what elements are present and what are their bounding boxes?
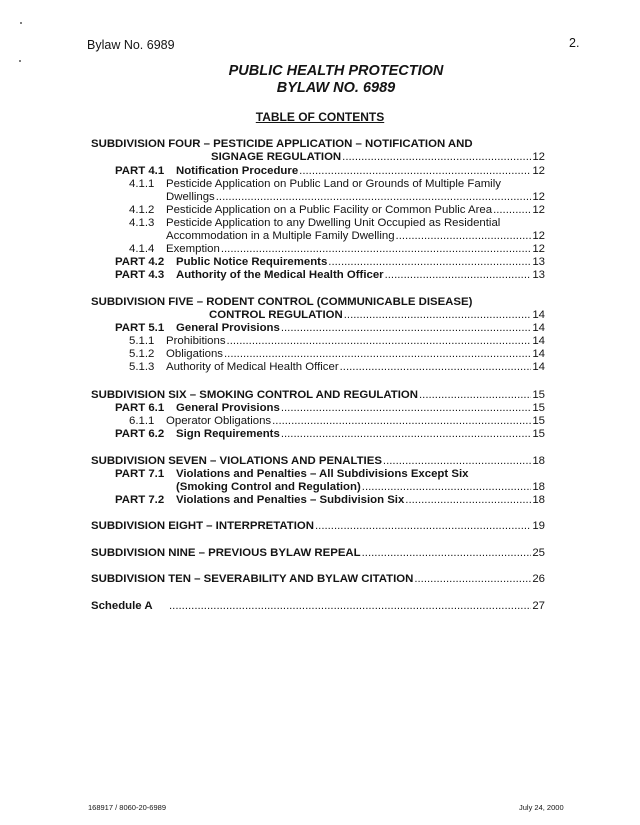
toc-entry-part-7-2[interactable]: PART 7.2 Violations and Penalties – Subdivision Six ..... 18 bbox=[115, 494, 545, 507]
footer-date: July 24, 2000 bbox=[519, 803, 564, 812]
toc-entry-5-1-2[interactable]: 5.1.2 Obligations ..... 14 bbox=[129, 348, 545, 361]
toc-sub4-title-line1: SUBDIVISION FOUR – PESTICIDE APPLICATION – NOTIFICATION AND bbox=[91, 138, 473, 150]
toc-entry-part-7-1[interactable]: (Smoking Control and Regulation) ..... 18 bbox=[176, 481, 545, 494]
toc-entry-sub8[interactable]: SUBDIVISION EIGHT – INTERPRETATION ..... 19 bbox=[91, 520, 545, 533]
bylaw-number-header: Bylaw No. 6989 bbox=[87, 38, 175, 52]
toc-entry-4-1-1[interactable]: Dwellings ..... 12 bbox=[166, 191, 545, 204]
toc-entry-part-4-2[interactable]: PART 4.2 Public Notice Requirements ..... 13 bbox=[115, 256, 545, 269]
toc-sub5-title-line1: SUBDIVISION FIVE – RODENT CONTROL (COMMUNICABLE DISEASE) bbox=[91, 296, 473, 308]
toc-entry-5-1-1[interactable]: 5.1.1 Prohibitions ..... 14 bbox=[129, 335, 545, 348]
toc-section-4-1-1-line1: 4.1.1 Pesticide Application on Public Land or Grounds of Multiple Family bbox=[129, 178, 501, 190]
toc-entry-4-1-2[interactable]: 4.1.2 Pesticide Application on a Public Facility or Common Public Area ..... 12 bbox=[129, 204, 545, 217]
toc-entry-5-1-3[interactable]: 5.1.3 Authority of Medical Health Officer ..... 14 bbox=[129, 361, 545, 374]
footer-document-reference: 168917 / 8060-20-6989 bbox=[88, 803, 166, 812]
toc-section-4-1-3-line1: 4.1.3 Pesticide Application to any Dwelling Unit Occupied as Residential bbox=[129, 217, 501, 229]
scan-speck bbox=[19, 60, 21, 62]
toc-entry-sub6[interactable]: SUBDIVISION SIX – SMOKING CONTROL AND REGULATION ..... 15 bbox=[91, 389, 545, 402]
toc-entry-4-1-4[interactable]: 4.1.4 Exemption ..... 12 bbox=[129, 243, 545, 256]
document-title-line1: PUBLIC HEALTH PROTECTION bbox=[228, 63, 444, 79]
document-title-line2: BYLAW NO. 6989 bbox=[276, 80, 396, 96]
toc-entry-sub10[interactable]: SUBDIVISION TEN – SEVERABILITY AND BYLAW CITATION ..... 26 bbox=[91, 573, 545, 586]
toc-entry-sub5[interactable]: CONTROL REGULATION ..... 14 bbox=[209, 309, 545, 322]
toc-entry-sub4[interactable]: SIGNAGE REGULATION ..... 12 bbox=[211, 151, 545, 164]
page-number: 2. bbox=[569, 36, 580, 50]
toc-entry-schedule-a[interactable]: Schedule A ..... 27 bbox=[91, 600, 545, 613]
toc-part-7-1-line1: PART 7.1 Violations and Penalties – All Subdivisions Except Six bbox=[115, 468, 469, 480]
scan-speck bbox=[20, 22, 22, 24]
toc-entry-part-4-3[interactable]: PART 4.3 Authority of the Medical Health Officer ..... 13 bbox=[115, 269, 545, 282]
toc-heading: TABLE OF CONTENTS bbox=[255, 110, 385, 124]
toc-entry-part-6-1[interactable]: PART 6.1 General Provisions ..... 15 bbox=[115, 402, 545, 415]
toc-entry-6-1-1[interactable]: 6.1.1 Operator Obligations ..... 15 bbox=[129, 415, 545, 428]
toc-entry-4-1-3[interactable]: Accommodation in a Multiple Family Dwelling ..... 12 bbox=[166, 230, 545, 243]
toc-entry-sub7[interactable]: SUBDIVISION SEVEN – VIOLATIONS AND PENALTIES ..... 18 bbox=[91, 455, 545, 468]
toc-entry-part-6-2[interactable]: PART 6.2 Sign Requirements ..... 15 bbox=[115, 428, 545, 441]
toc-entry-part-5-1[interactable]: PART 5.1 General Provisions ..... 14 bbox=[115, 322, 545, 335]
toc-entry-part-4-1[interactable]: PART 4.1 Notification Procedure ..... 12 bbox=[115, 165, 545, 178]
toc-entry-sub9[interactable]: SUBDIVISION NINE – PREVIOUS BYLAW REPEAL ..... 25 bbox=[91, 547, 545, 560]
